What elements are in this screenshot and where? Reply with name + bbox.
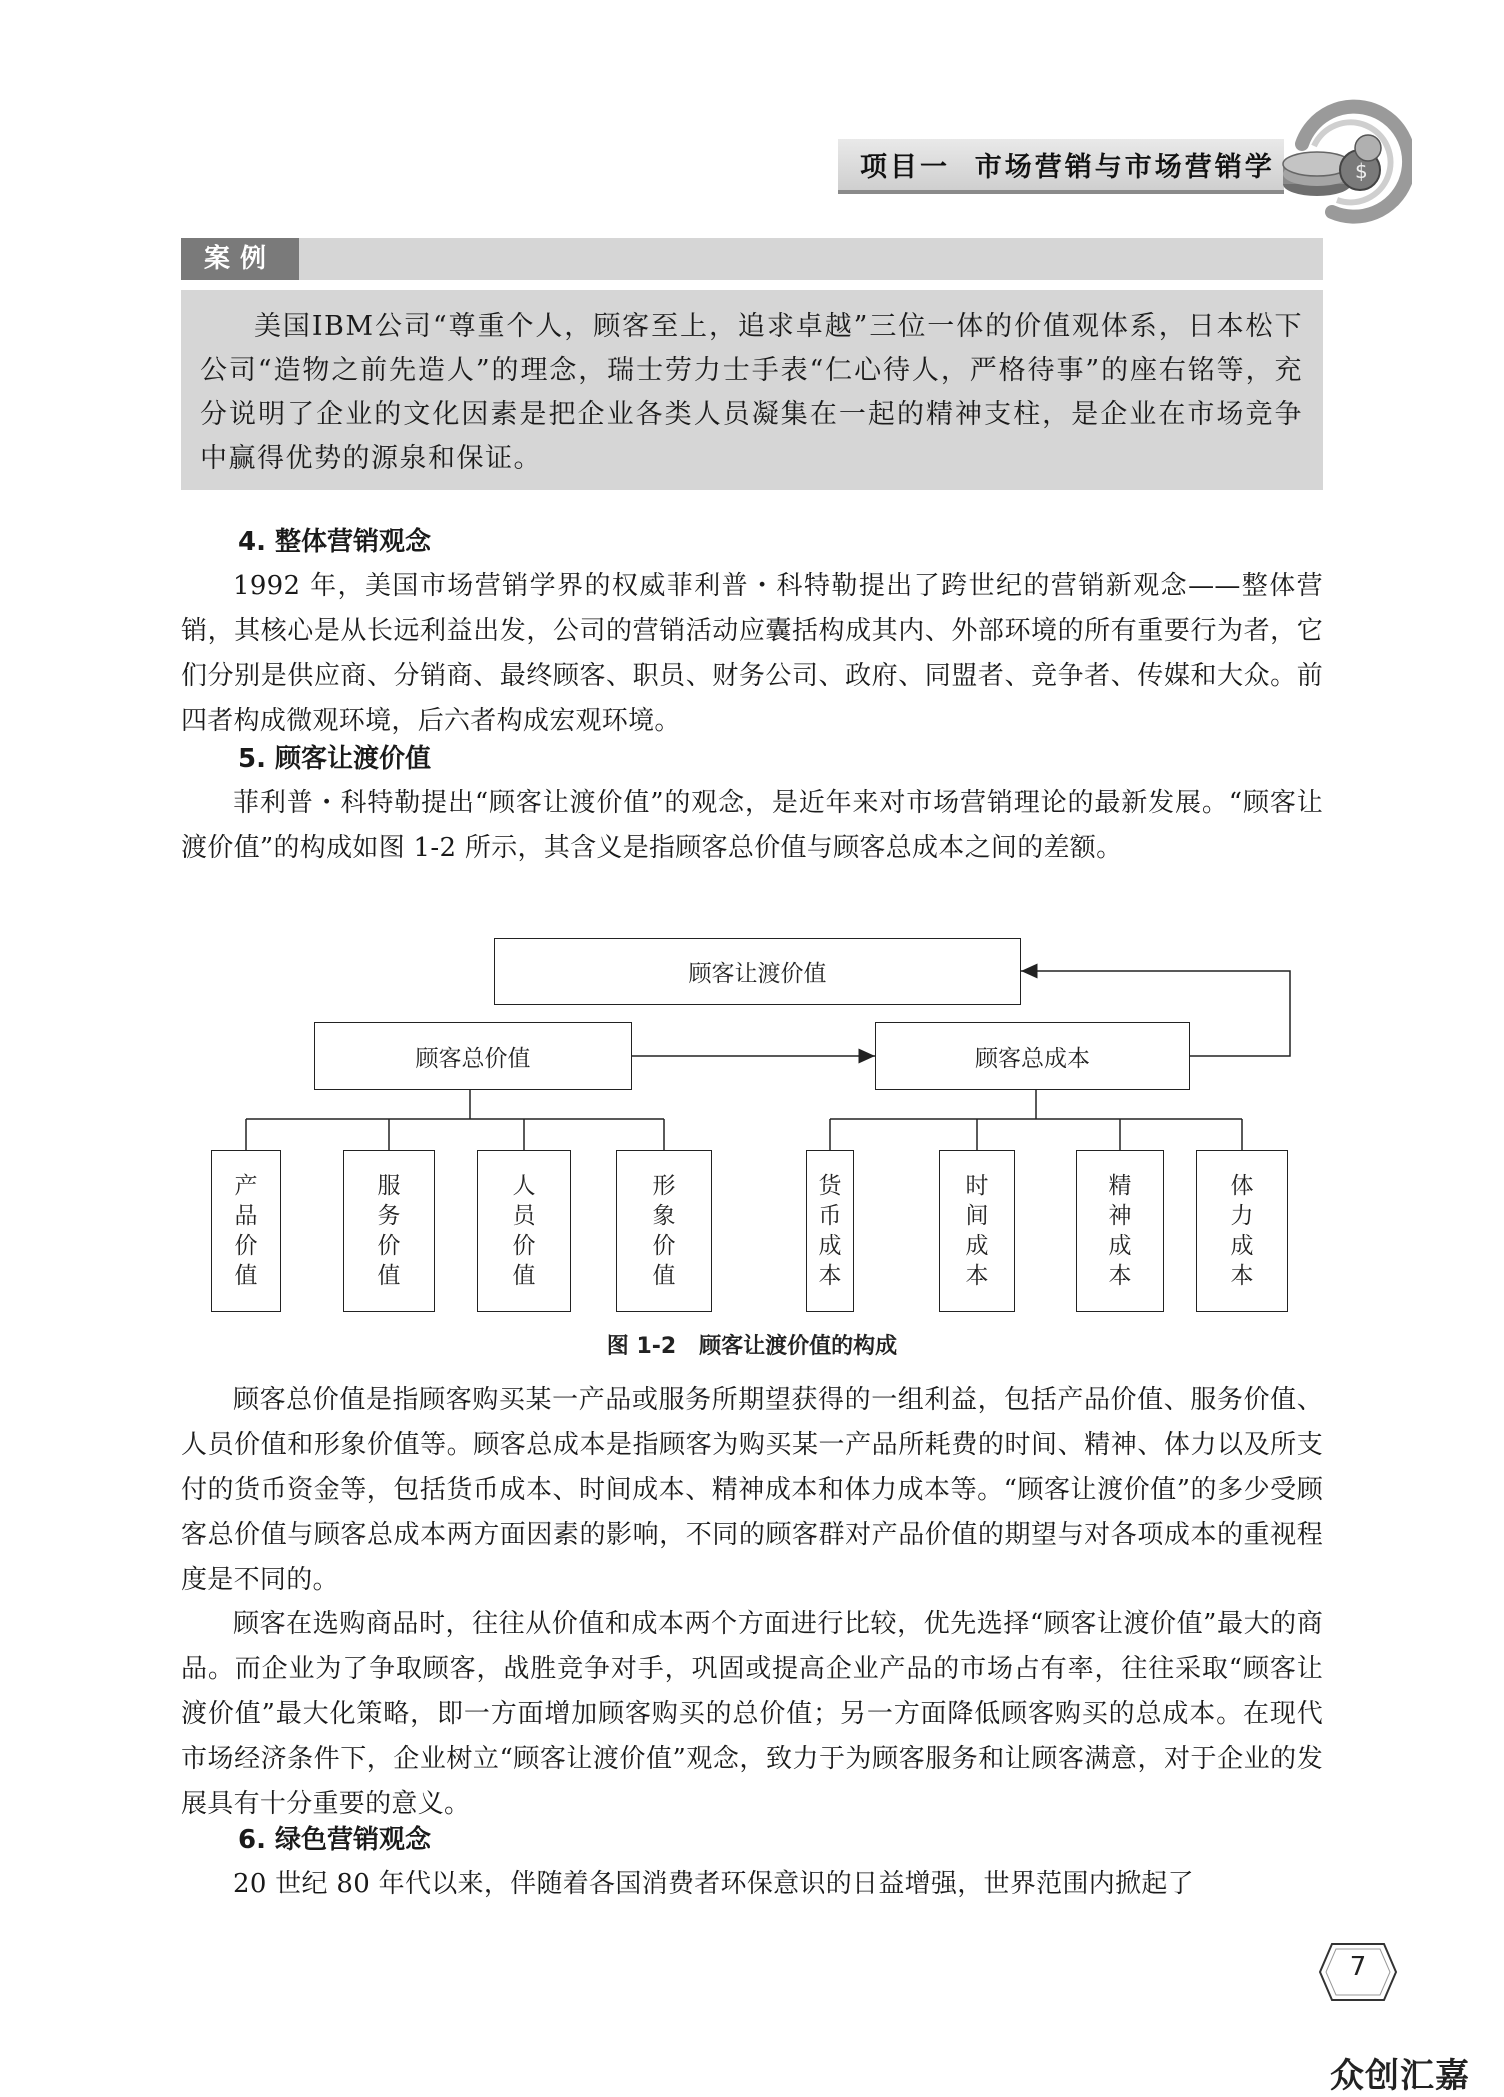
node-physical-cost: 体力成本 xyxy=(1196,1150,1288,1312)
case-text: 美国IBM公司“尊重个人，顾客至上，追求卓越”三位一体的价值观体系，日本松下公司“造物之前先造人”的理念，瑞士劳力士手表“仁心待人，严格待事”的座右铭等，充分说明了企业的文化因素是把企业各类人员凝集在一起的精神支柱，是企业在市场竞争中赢得优势的源泉和保证。 xyxy=(200,311,1303,474)
case-label: 案例 xyxy=(181,238,299,280)
node-service-value: 服务价值 xyxy=(343,1150,435,1312)
chapter-title: 项目一 市场营销与市场营销学 xyxy=(860,152,1275,183)
figure-caption: 图 1-2 顾客让渡价值的构成 xyxy=(606,1334,898,1359)
heading-section-4: 4. 整体营销观念 xyxy=(238,527,432,557)
watermark: 众创汇嘉 xyxy=(1330,2056,1470,2096)
node-monetary-cost: 货币成本 xyxy=(806,1150,854,1312)
paragraph-after-figure-2: 顾客在选购商品时，往往从价值和成本两个方面进行比较，优先选择“顾客让渡价值”最大的商品。而企业为了争取顾客，战胜竞争对手，巩固或提高企业产品的市场占有率，往往采取“顾客让渡价值”最大化策略，即一方面增加顾客购买的总价值；另一方面降低顾客购买的总成本。在现代市场经济条件下，企业树立“顾客让渡价值”观念，致力于为顾客服务和让顾客满意，对于企业的发展具有十分重要的意义。 xyxy=(181,1609,1323,1819)
heading-section-5: 5. 顾客让渡价值 xyxy=(238,744,432,774)
node-personnel-value: 人员价值 xyxy=(477,1150,571,1312)
node-image-value: 形象价值 xyxy=(616,1150,712,1312)
node-total-customer-value: 顾客总价值 xyxy=(314,1022,632,1090)
node-mental-cost: 精神成本 xyxy=(1076,1150,1164,1312)
node-product-value: 产品价值 xyxy=(211,1150,281,1312)
node-total-customer-cost: 顾客总成本 xyxy=(875,1022,1190,1090)
node-time-cost: 时间成本 xyxy=(939,1150,1015,1312)
paragraph-after-figure-1: 顾客总价值是指顾客购买某一产品或服务所期望获得的一组利益，包括产品价值、服务价值、人员价值和形象价值等。顾客总成本是指顾客为购买某一产品所耗费的时间、精神、体力以及所支付的货币资金等，包括货币成本、时间成本、精神成本和体力成本等。“顾客让渡价值”的多少受顾客总价值与顾客总成本两方面因素的影响，不同的顾客群对产品价值的期望与对各项成本的重视程度是不同的。 xyxy=(181,1385,1323,1595)
page-number: 7 xyxy=(1349,1952,1367,1982)
node-customer-delivered-value: 顾客让渡价值 xyxy=(494,938,1021,1005)
paragraph-section-4: 1992 年，美国市场营销学界的权威菲利普・科特勒提出了跨世纪的营销新观念——整体营销，其核心是从长远利益出发，公司的营销活动应囊括构成其内、外部环境的所有重要行为者，它们分别是供应商、分销商、最终顾客、职员、财务公司、政府、同盟者、竞争者、传媒和大众。前四者构成微观环境，后六者构成宏观环境。 xyxy=(181,571,1323,736)
paragraph-section-5: 菲利普・科特勒提出“顾客让渡价值”的观念，是近年来对市场营销理论的最新发展。“顾客让渡价值”的构成如图 1-2 所示，其含义是指顾客总价值与顾客总成本之间的差额。 xyxy=(181,788,1323,863)
heading-section-6: 6. 绿色营销观念 xyxy=(238,1825,432,1855)
svg-text:$: $ xyxy=(1355,159,1368,183)
paragraph-section-6: 20 世纪 80 年代以来，伴随着各国消费者环保意识的日益增强，世界范围内掀起了 xyxy=(233,1869,1194,1899)
